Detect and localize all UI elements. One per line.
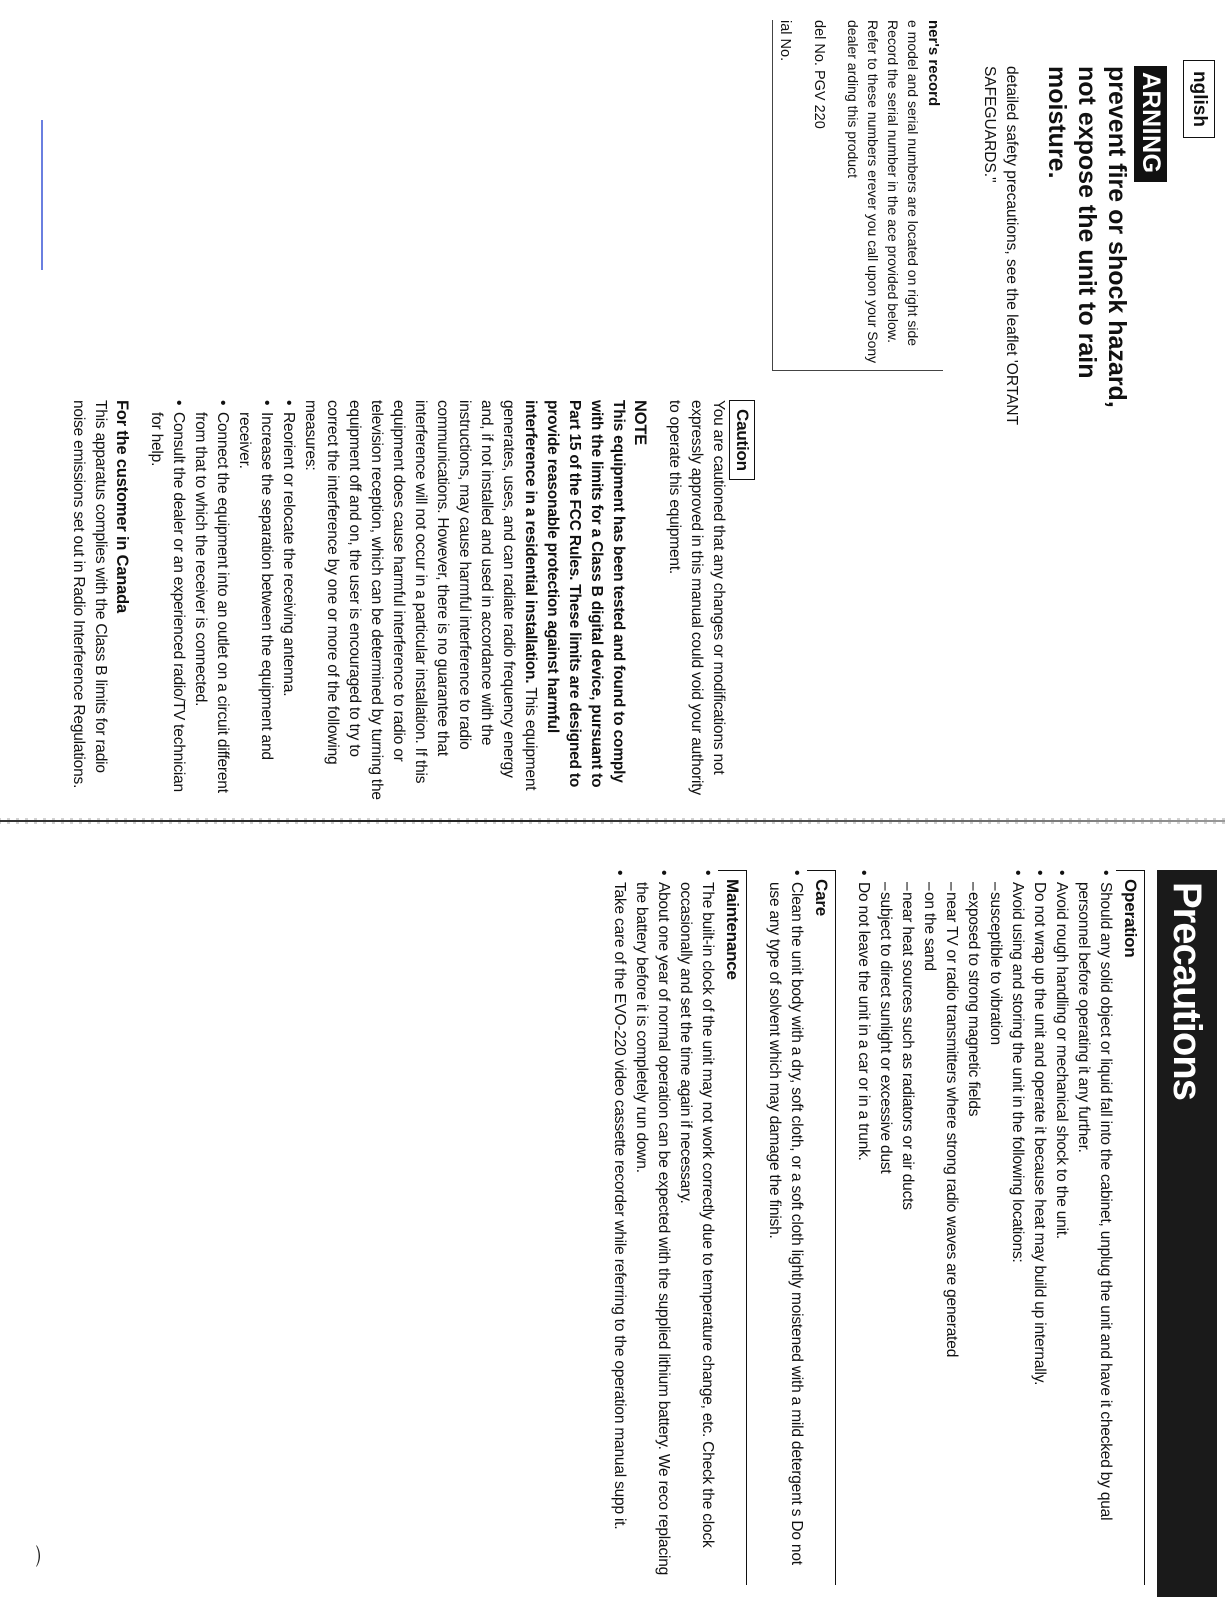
- canada-title: For the customer in Canada: [113, 400, 131, 614]
- note-text: This equipment generates, uses, and can radiate radio frequency energy and, if not installed and used in accordance with the instructions, may cause harmful interference to radio communications. However, there is no guarantee that interference will not occur in a particular installation. If this equipment does cause harmful interference to radio or television reception, which can be determined by turning the equipment off and on, the user is encouraged to try to correct the interference by one or more of the following measures:: [302, 400, 539, 800]
- locations-list: [874, 882, 1006, 1585]
- fcc-column: [67, 400, 755, 800]
- list-item: • Should any solid object or liquid fall into the cabinet, unplug the unit and have it checked by qual personnel before operating it any further.: [1072, 870, 1116, 1585]
- note-title: NOTE: [631, 400, 649, 446]
- warning-label: ARNING: [1134, 66, 1167, 182]
- list-item: • Clean the unit body with a dry, soft cloth, or a soft cloth lightly moistened with a mild detergent s Do not use any type of solvent which may damage the finish.: [763, 870, 807, 1585]
- model-number: del No. PGV 220: [811, 20, 827, 129]
- list-item: – susceptible to vibration: [984, 882, 1006, 1585]
- operation-title: Operation: [1116, 870, 1145, 1585]
- precautions-column: [608, 870, 1145, 1585]
- list-item: • About one year of normal operation can be expected with the supplied lithium battery. We reco replacing the battery before it is completely run down.: [630, 870, 674, 1585]
- warning-heading: prevent fire or shock hazard, not expose the unit to rain moisture.: [1043, 66, 1131, 408]
- list-item: • Avoid rough handling or mechanical shock to the unit.: [1050, 870, 1072, 1585]
- language-tag: nglish: [1183, 60, 1215, 138]
- scan-fold-line: [0, 820, 1225, 822]
- caution-title: Caution: [729, 400, 755, 480]
- list-item: • Reorient or relocate the receiving antenna.: [277, 400, 299, 800]
- care-title: Care: [807, 870, 836, 1585]
- list-item: • Connect the equipment into an outlet on a circuit different from that to which the receiver is connected.: [189, 400, 233, 800]
- serial-number: ial No.: [777, 20, 793, 62]
- list-item: • Consult the dealer or an experienced radio/TV technician for help.: [145, 400, 189, 800]
- canada-text: This apparatus complies with the Class B limits for radio noise emissions set out in Radio Interference Regulations.: [70, 400, 109, 789]
- warning-block: [978, 66, 1167, 446]
- list-item: [874, 870, 1028, 1585]
- operation-list: [852, 870, 1116, 1585]
- care-list: [763, 870, 807, 1585]
- safety-note: detailed safety precautions, see the leaflet 'ORTANT SAFEGUARDS.": [981, 66, 1020, 425]
- list-item: – on the sand: [918, 882, 940, 1585]
- list-item: • The built-in clock of the unit may not work correctly due to temperature change, etc. Check the clock occasionally and set the time again if necessary.: [674, 870, 718, 1585]
- list-item: • Take care of the EVO-220 video cassette recorder while referring to the operation manual supp it.: [608, 870, 630, 1585]
- note-bold-text: This equipment has been tested and found to comply with the limits for a Class B digital device, pursuant to Part 15 of the FCC Rules. These limits are designed to provide reasonable protection against harmful interference in a residential installation.: [522, 400, 627, 788]
- list-item: – near heat sources such as radiators or air ducts: [896, 882, 918, 1585]
- list-item: – subject to direct sunlight or excessive dust: [874, 882, 896, 1585]
- maintenance-title: Maintenance: [718, 870, 747, 1585]
- list-item: • Increase the separation between the equipment and receiver.: [233, 400, 277, 800]
- locations-intro: Avoid using and storing the unit in the following locations:: [1009, 882, 1026, 1263]
- list-item: – exposed to strong magnetic fields: [962, 882, 984, 1585]
- precautions-title: Precautions: [1157, 870, 1217, 1597]
- scan-corner-mark: ⌒: [16, 1545, 41, 1568]
- owners-record-text: e model and serial numbers are located on right side Record the serial number in the ace provided below. Refer to these numbers erever you call upon your Sony dealer arding this product: [845, 20, 921, 364]
- list-item: • Do not leave the unit in a car or in a trunk.: [852, 870, 874, 1585]
- owners-record-title: ner's record: [925, 20, 942, 107]
- scan-underline-mark: [41, 120, 43, 270]
- caution-text: You are cautioned that any changes or modifications not expressly approved in this manual could void your authority to operate this equipment.: [666, 400, 727, 795]
- owners-record-box: [772, 20, 943, 371]
- list-item: – near TV or radio transmitters where strong radio waves are generated: [940, 882, 962, 1585]
- measures-list: [145, 400, 299, 800]
- list-item: • Do not wrap up the unit and operate it because heat may build up internally.: [1028, 870, 1050, 1585]
- maintenance-list: [608, 870, 718, 1585]
